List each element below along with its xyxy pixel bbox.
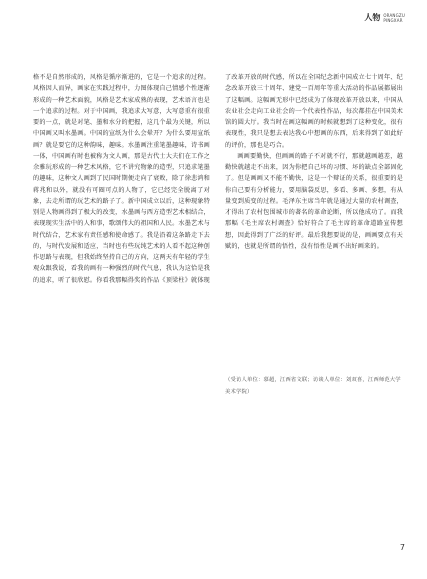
- page-header: [364, 12, 405, 23]
- affiliation-text: （受访人单位：慕超，江西省文联；访谈人单位：刘双喜，江西师范大学美术学院）: [225, 377, 401, 395]
- section-title-latin-line-1: ORANGZU: [383, 12, 405, 18]
- section-title: 人物: [364, 13, 381, 22]
- section-title-latin-line-2: PINGXAR: [383, 17, 403, 23]
- right-column: [225, 72, 403, 252]
- page-number: 7: [399, 543, 405, 552]
- paragraph: 格不是自然形成的，风格是循序渐进的，它是一个追求的过程。风格因人而异，画家在实践过程中，力图体现自己情感个性逐渐形成的一种艺术面貌，风格是艺术家成熟的表现，艺术语言也是一个追求的过程。对于中国画，我追求大写意，大写意重有很重要的一点，就是对笔、墨和水分的把握，这几个最为关键，所以中国画又叫水墨画。中国的宣纸为什么会晕开？为什么要用宣纸画？就是要它的这种韵味，趣味。水墨画注重笔墨趣味，诗书画一体，中国画有时也被称为文人画，那是古代士大夫们在工作之余雅玩形成的一种艺术风格，它不讲究物象的造型，只追求笔墨的趣味，这种文人画到了民国时期便走向了衰败，除了徐悲鸿和蒋兆和以外，就没有可圈可点的人物了，它已经完全脱离了对象，去走所谓的玩艺术的路子了。新中国成立以后，这种现象特别是人物画得到了极大的改变，水墨画与西方造型艺术相结合，表现现实生活中的人和事，歌颂伟大的祖国和人民。水墨艺术与时代结合，艺术家有责任感和使命感了。我是沿着这条路走下去的，与时代发展和适应，当时也有些玩纯艺术的人看不起这种创作思路与表现，但我始终坚持自己的方向，这两天有年轻的学生观众跟我说，看我的画有一种强烈的时代气息，我认为这恰是我的追求，听了很欣慰。你看我那幅得奖的作品《顶梁柱》就体现: [33, 74, 210, 284]
- paragraph: 了改革开放的时代感，所以在全国纪念新中国成立七十周年、纪念改革开放三十周年、建党一百周年等重大活动的作品展都展出了这幅画。这幅画无形中已经成为了体现改革开放以来，中国从农业社会走向工业社会的一个代表性作品，每次都挂在中国美术馆的圆大厅。我当时在画这幅画的时候就想到了这种变化，很有表现性，我只是想去表达我心中想画的东西，后来得到了如此好的评价，那也是巧合。: [225, 74, 403, 149]
- affiliation-note: [225, 375, 403, 398]
- section-title-latin: [383, 13, 405, 23]
- paragraph: 画画要勤快，但画画的路子不对就不行，那就越画越差，越勤快就越走不出来，因为你把自己坏的习惯、坏的缺点全部固化了。但是画画又不能不勤快，这是一个辩证的关系，很重要的是你自己要有分析能力，要用脑袋反思，多看、多画、多想，有从量变到质变的过程。毛泽东主席当年就是通过大量的农村调查，才得出了农村包围城市的著名的革命论断，所以他成功了。而我那幅《毛主席农村调查》恰好符合了毛主席的革命道路宣传想想，因此得到了广泛的好评。最后我想要说的是，画画要点有天赋的，也就是所谓的悟性，没有悟性是画不出好画来的。: [225, 152, 403, 250]
- left-column: [33, 72, 210, 286]
